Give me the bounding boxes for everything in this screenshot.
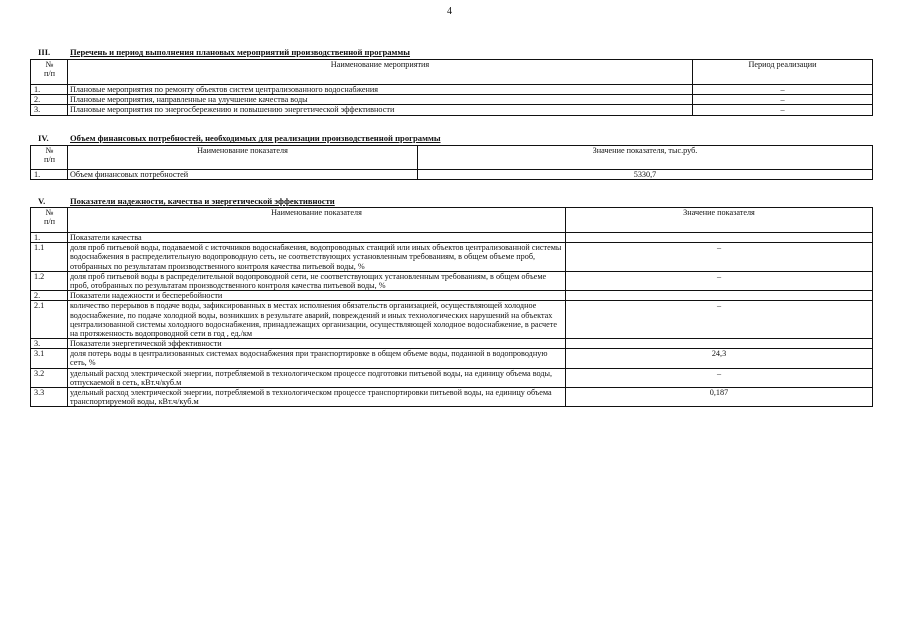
row-num: 1.2 xyxy=(31,271,68,290)
row-value: – xyxy=(566,243,873,272)
row-num: 2.1 xyxy=(31,301,68,339)
section-4-table xyxy=(30,145,873,180)
table-row xyxy=(31,170,873,180)
row-num: 1.1 xyxy=(31,243,68,272)
header-num: № п/п xyxy=(31,208,68,233)
row-name: Показатели качества xyxy=(68,233,566,243)
row-num: 3.1 xyxy=(31,349,68,368)
row-name: Показатели энергетической эффективности xyxy=(68,339,566,349)
row-num: 1. xyxy=(31,85,68,95)
header-value: Значение показателя, тыс.руб. xyxy=(418,146,873,170)
header-num: № п/п xyxy=(31,60,68,85)
row-num: 1. xyxy=(31,170,68,180)
section-5-table xyxy=(30,207,873,407)
row-name: Плановые мероприятия по ремонту объектов систем централизованного водоснабжения xyxy=(68,85,693,95)
table-row xyxy=(31,243,873,272)
row-value: – xyxy=(566,368,873,387)
table-row xyxy=(31,95,873,105)
table-row xyxy=(31,271,873,290)
row-value: 24,3 xyxy=(566,349,873,368)
table-header-row xyxy=(31,146,873,170)
row-name: доля потерь воды в централизованных системах водоснабжения при транспортировке в общем объеме воды, поданной в водопроводную сеть, % xyxy=(68,349,566,368)
row-name: Плановые мероприятия по энергосбережению и повышению энергетической эффективности xyxy=(68,105,693,115)
table-row xyxy=(31,388,873,407)
table-header-row xyxy=(31,60,873,85)
row-name: Объем финансовых потребностей xyxy=(68,170,418,180)
section-4-number: IV. xyxy=(38,133,49,143)
row-name: Плановые мероприятия, направленные на улучшение качества воды xyxy=(68,95,693,105)
header-name: Наименование показателя xyxy=(68,208,566,233)
table-row xyxy=(31,233,873,243)
row-num: 2. xyxy=(31,291,68,301)
row-name: количество перерывов в подаче воды, зафиксированных в местах исполнения обязательств организацией, осуществляющей холодное водоснабжение, по подаче холодной воды, возникших в результате аварий, повреждений и иных технологических нарушений на объектах централизованной системы холодного водоснабжения, принадлежащих организации, осуществляющей холодное водоснабжение, в расчете на протяженность водопроводной сети в год , ед./км xyxy=(68,301,566,339)
section-5-number: V. xyxy=(38,196,46,206)
row-value: 0,187 xyxy=(566,388,873,407)
table-row xyxy=(31,349,873,368)
section-3-table xyxy=(30,59,873,116)
table-row xyxy=(31,301,873,339)
row-name: удельный расход электрической энергии, потребляемой в технологическом процессе транспортировки питьевой воды, на единицу объема транспортируемой воды, кВт.ч/куб.м xyxy=(68,388,566,407)
table-row xyxy=(31,105,873,115)
header-value: Значение показателя xyxy=(566,208,873,233)
row-num: 1. xyxy=(31,233,68,243)
row-value: 5330,7 xyxy=(418,170,873,180)
row-period: – xyxy=(693,105,873,115)
page-number: 4 xyxy=(447,6,452,17)
table-row xyxy=(31,368,873,387)
header-period: Период реализации xyxy=(693,60,873,85)
row-value xyxy=(566,233,873,243)
section-5-heading xyxy=(38,196,335,206)
row-num: 3.3 xyxy=(31,388,68,407)
row-value: – xyxy=(566,271,873,290)
table-header-row xyxy=(31,208,873,233)
row-name: Показатели надежности и бесперебойности xyxy=(68,291,566,301)
table-row xyxy=(31,85,873,95)
row-value: – xyxy=(566,301,873,339)
row-value xyxy=(566,291,873,301)
row-num: 3.2 xyxy=(31,368,68,387)
section-4-heading xyxy=(38,133,441,143)
section-4-title: Объем финансовых потребностей, необходимых для реализации производственной программы xyxy=(70,133,441,143)
row-num: 2. xyxy=(31,95,68,105)
row-num: 3. xyxy=(31,339,68,349)
header-name: Наименование показателя xyxy=(68,146,418,170)
table-row xyxy=(31,339,873,349)
section-3-heading xyxy=(38,47,410,57)
row-period: – xyxy=(693,95,873,105)
header-name: Наименование мероприятия xyxy=(68,60,693,85)
row-name: удельный расход электрической энергии, потребляемой в технологическом процессе подготовки питьевой воды, на единицу объема воды, отпускаемой в сеть, кВт.ч/куб.м xyxy=(68,368,566,387)
row-period: – xyxy=(693,85,873,95)
row-name: доля проб питьевой воды в распределительной водопроводной сети, не соответствующих установленным требованиям, в общем объеме проб, отобранных по результатам производственного контроля качества питьевой воды, % xyxy=(68,271,566,290)
section-5-title: Показатели надежности, качества и энергетической эффективности xyxy=(70,196,335,206)
section-3-number: III. xyxy=(38,47,51,57)
row-num: 3. xyxy=(31,105,68,115)
table-row xyxy=(31,291,873,301)
header-num: № п/п xyxy=(31,146,68,170)
row-value xyxy=(566,339,873,349)
row-name: доля проб питьевой воды, подаваемой с источников водоснабжения, водопроводных станций или иных объектов централизованной системы водоснабжения в распределительную водопроводную сеть, не соответствующих установленным требованиям, в общем объеме проб, отобранных по результатам производственного контроля качества питьевой воды, % xyxy=(68,243,566,272)
section-3-title: Перечень и период выполнения плановых мероприятий производственной программы xyxy=(70,47,410,57)
